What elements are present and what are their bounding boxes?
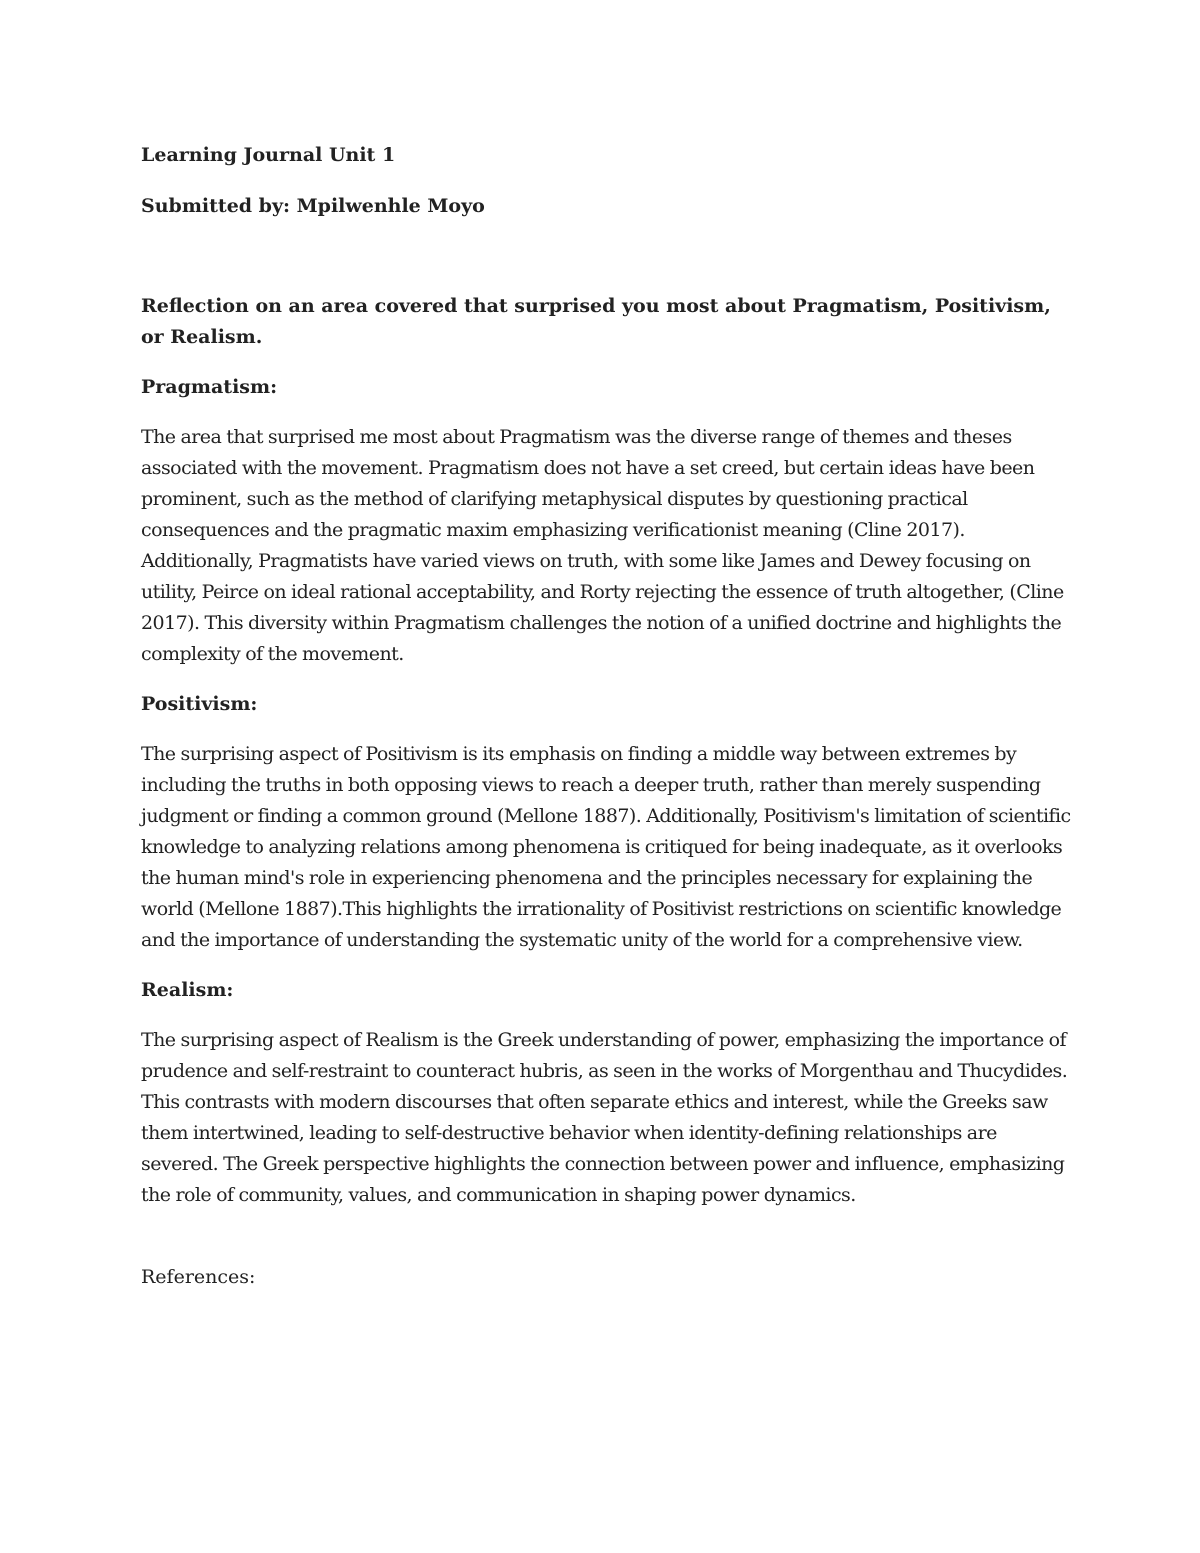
section-body: The surprising aspect of Positivism is its emphasis on finding a middle way between extremes by including the truths in both opposing views to reach a deeper truth, rather than merely suspending judgment or finding a common ground (Mellone 1887). Additionally, Positivism's limitation of scientific knowledge to analyzing relations among phenomena is critiqued for being inadequate, as it overlooks the human mind's role in experiencing phenomena and the principles necessary for explaining the world (Mellone 1887).This highlights the irrationality of Positivist restrictions on scientific knowledge and the importance of understanding the systematic unity of the world for a comprehensive view. [141,743,1071,951]
section-realism [141,975,1076,1211]
reflection-prompt: Reflection on an area covered that surprised you most about Pragmatism, Positivism, or Realism. [141,295,1051,348]
section-body: The area that surprised me most about Pragmatism was the diverse range of themes and theses associated with the movement. Pragmatism does not have a set creed, but certain ideas have been prominent, such as the method of clarifying metaphysical disputes by questioning practical consequences and the pragmatic maxim emphasizing verificationist meaning (Cline 2017). Additionally, Pragmatists have varied views on truth, with some like James and Dewey focusing on utility, Peirce on ideal rational acceptability, and Rorty rejecting the essence of truth altogether, (Cline 2017). This diversity within Pragmatism challenges the notion of a unified doctrine and highlights the complexity of the movement. [141,426,1064,665]
document-title: Learning Journal Unit 1 [141,144,396,166]
references-label: References: [141,1266,256,1288]
section-heading: Positivism: [141,693,258,715]
author-byline: Submitted by: Mpilwenhle Moyo [141,195,485,217]
section-body: The surprising aspect of Realism is the Greek understanding of power, emphasizing the importance of prudence and self-restraint to counteract hubris, as seen in the works of Morgenthau and Thucydides. This contrasts with modern discourses that often separate ethics and interest, while the Greeks saw them intertwined, leading to self-destructive behavior when identity-defining relationships are severed. The Greek perspective highlights the connection between power and influence, emphasizing the role of community, values, and communication in shaping power dynamics. [141,1029,1068,1206]
document-page [141,140,1076,1293]
section-positivism [141,689,1076,956]
section-pragmatism [141,372,1076,670]
section-heading: Realism: [141,979,234,1001]
section-heading: Pragmatism: [141,376,278,398]
